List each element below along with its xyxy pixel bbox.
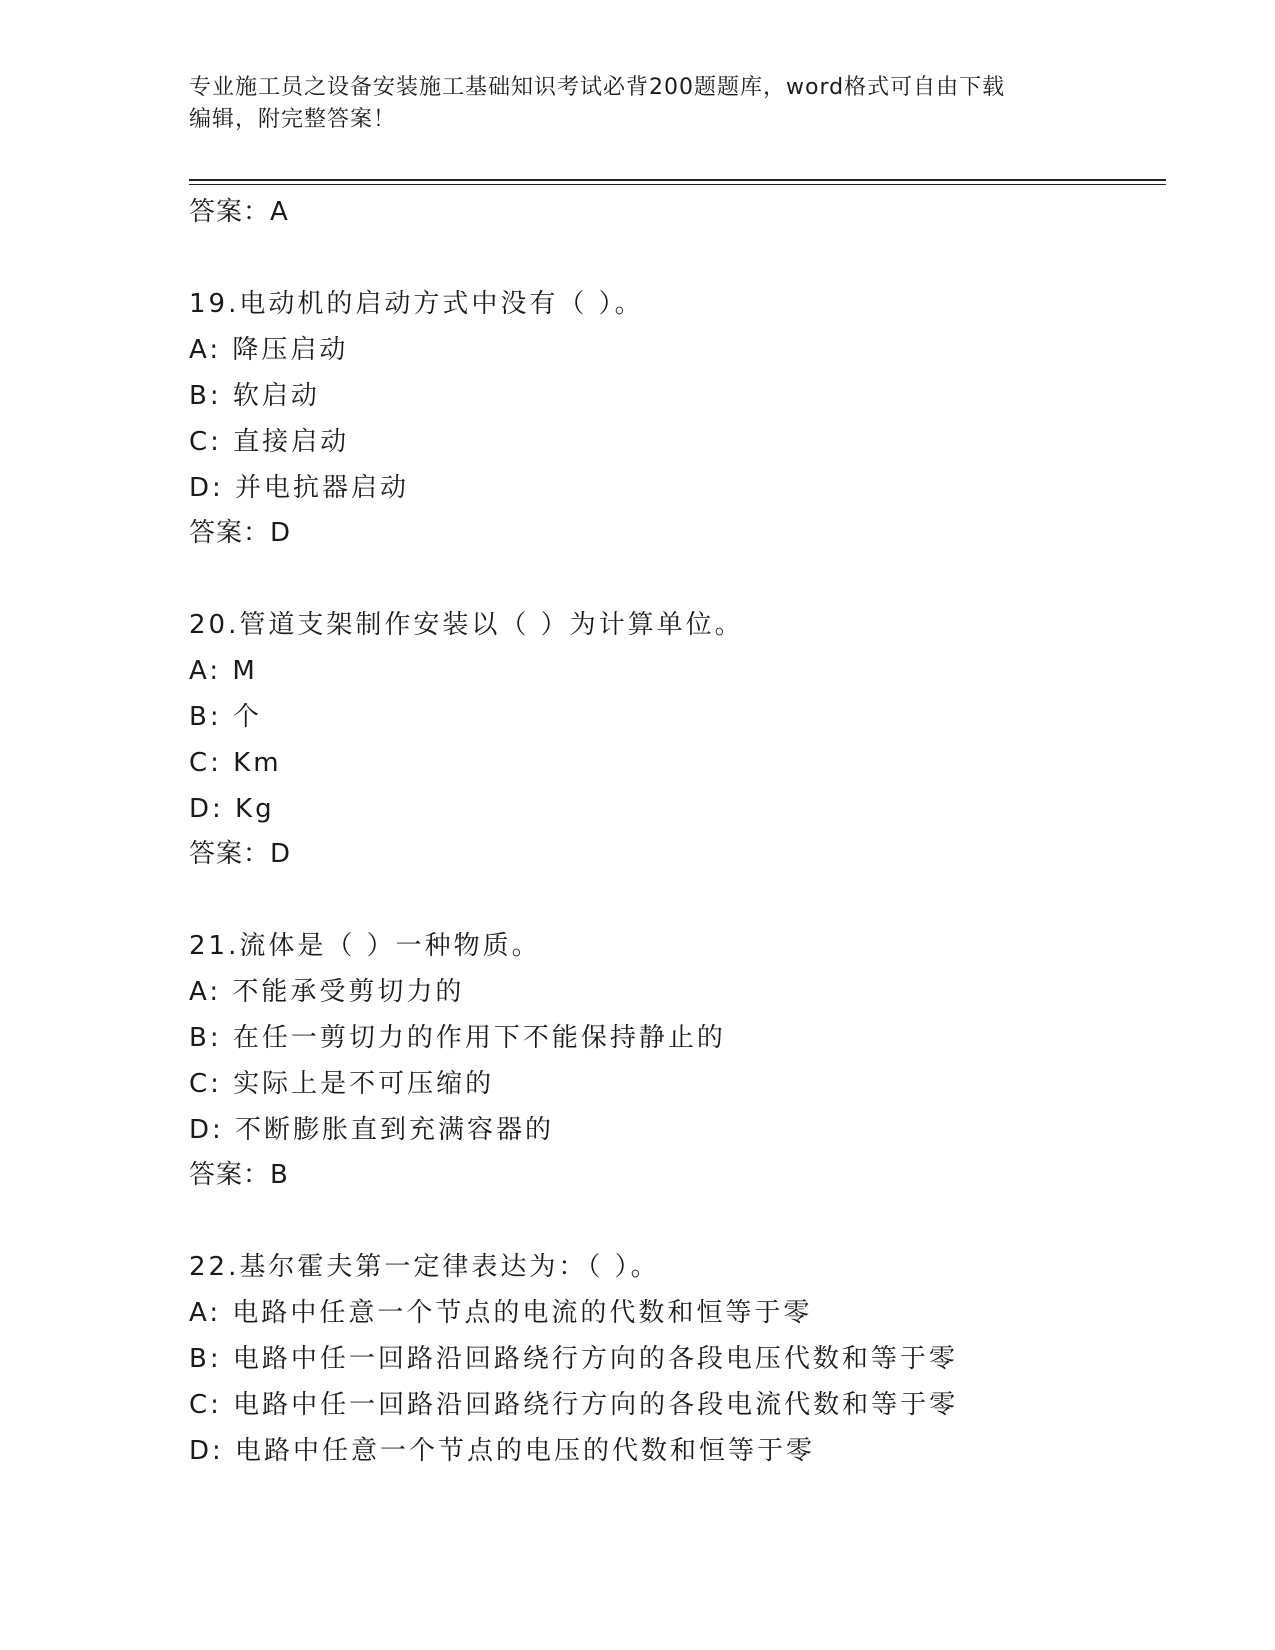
- question-stem: 19.电动机的启动方式中没有（ ）。: [189, 289, 644, 319]
- question-stem: 22.基尔霍夫第一定律表达为：（ ）。: [189, 1252, 660, 1282]
- header-divider-thin: [189, 184, 1166, 185]
- option-b: B: 软启动: [189, 381, 320, 411]
- spacer: [189, 1197, 1166, 1244]
- option-c: C: 电路中任一回路沿回路绕行方向的各段电流代数和等于零: [189, 1390, 959, 1420]
- question-stem: 20.管道支架制作安装以（ ）为计算单位。: [189, 610, 744, 640]
- option-b: B: 在任一剪切力的作用下不能保持静止的: [189, 1023, 726, 1053]
- spacer: [189, 555, 1166, 602]
- question-21: [189, 923, 1166, 1197]
- option-a: A: 不能承受剪切力的: [189, 977, 465, 1007]
- spacer: [189, 876, 1166, 923]
- question-list: [189, 190, 1166, 1474]
- answer-line: 答案：D: [189, 839, 292, 869]
- option-d: D: Kg: [189, 794, 275, 824]
- option-a: A: 降压启动: [189, 335, 349, 365]
- question-stem: 21.流体是（ ）一种物质。: [189, 931, 541, 961]
- option-b: B: 个: [189, 702, 262, 732]
- option-c: C: 直接启动: [189, 427, 350, 457]
- question-19: [189, 281, 1166, 555]
- header-line-2: 编辑，附完整答案！: [189, 107, 397, 132]
- spacer: [189, 234, 1166, 281]
- header-divider-thick: [189, 179, 1166, 181]
- option-a: A: M: [189, 656, 258, 686]
- option-c: C: 实际上是不可压缩的: [189, 1069, 495, 1099]
- option-d: D: 并电抗器启动: [189, 473, 410, 503]
- option-d: D: 不断膨胀直到充满容器的: [189, 1115, 555, 1145]
- option-d: D: 电路中任意一个节点的电压的代数和恒等于零: [189, 1436, 816, 1466]
- answer-line: 答案：B: [189, 1160, 289, 1190]
- document-header: [189, 72, 1089, 136]
- option-a: A: 电路中任意一个节点的电流的代数和恒等于零: [189, 1298, 813, 1328]
- answer-line: 答案：A: [189, 197, 289, 227]
- option-c: C: Km: [189, 748, 282, 778]
- question-20: [189, 602, 1166, 876]
- question-22: [189, 1244, 1166, 1474]
- header-line-1: 专业施工员之设备安装施工基础知识考试必背200题题库，word格式可自由下载: [189, 75, 1006, 100]
- option-b: B: 电路中任一回路沿回路绕行方向的各段电压代数和等于零: [189, 1344, 958, 1374]
- answer-line: 答案：D: [189, 518, 292, 548]
